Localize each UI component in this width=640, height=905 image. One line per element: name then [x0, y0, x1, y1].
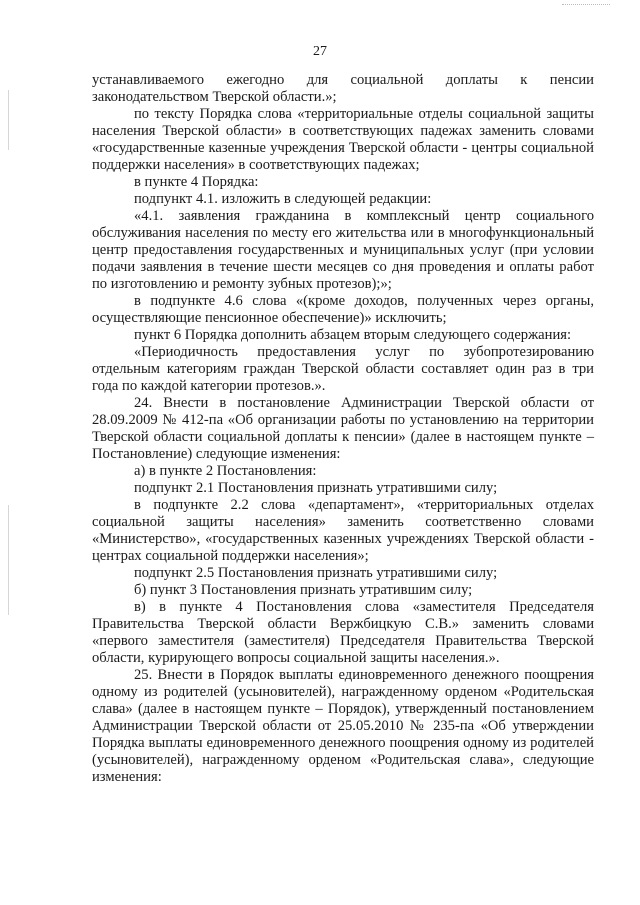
paragraph: 24. Внести в постановление Администрации Тверской области от 28.09.2009 № 412-па «Об организации работы по установлению на территории Тверской области социальной доплаты к пенсии» (далее в настоящем пункте – Постановление) следующие изменения: — [92, 395, 594, 462]
scan-mark — [562, 4, 610, 6]
paragraph: в пункте 4 Порядка: — [134, 174, 259, 190]
scan-margin-line — [8, 90, 9, 150]
paragraph: а) в пункте 2 Постановления: — [134, 463, 317, 479]
page-number: 27 — [313, 44, 327, 59]
paragraph: в) в пункте 4 Постановления слова «заместителя Председателя Правительства Тверской области Вержбицкую С.В.» заменить словами «первого заместителя (заместителя) Председателя Правительства Тверской области, курирующего вопросы социальной защиты населения.». — [92, 599, 594, 666]
document-body — [92, 72, 594, 786]
paragraph: устанавливаемого ежегодно для социальной доплаты к пенсии законодательством Тверской области.»; — [92, 72, 594, 105]
paragraph: пункт 6 Порядка дополнить абзацем вторым следующего содержания: — [134, 327, 572, 343]
paragraph: 25. Внести в Порядок выплаты единовременного денежного поощрения одному из родителей (усыновителей), награжденному орденом «Родительская слава» (далее в настоящем пункте – Порядок), утвержденный постановлением Администрации Тверской области от 25.05.2010 № 235-па «Об утверждении Порядка выплаты единовременного денежного поощрения одному из родителей (усыновителей), награжденному орденом «Родительская слава», следующие изменения: — [92, 667, 594, 785]
paragraph: в подпункте 2.2 слова «департамент», «территориальных отделах социальной защиты населения» заменить соответственно словами «Министерство», «государственных казенных учреждениях Тверской области - центрах социальной поддержки населения»; — [92, 497, 594, 564]
paragraph: подпункт 2.5 Постановления признать утратившими силу; — [134, 565, 498, 581]
paragraph: подпункт 4.1. изложить в следующей редакции: — [134, 191, 432, 207]
paragraph: подпункт 2.1 Постановления признать утратившими силу; — [134, 480, 498, 496]
paragraph: в подпункте 4.6 слова «(кроме доходов, полученных через органы, осуществляющие пенсионное обеспечение)» исключить; — [92, 293, 594, 326]
scan-margin-line — [8, 505, 9, 615]
paragraph: б) пункт 3 Постановления признать утратившим силу; — [134, 582, 473, 598]
paragraph: «4.1. заявления гражданина в комплексный центр социального обслуживания населения по месту его жительства или в многофункциональный центр предоставления государственных и муниципальных услуг (при условии подачи заявления в течение шести месяцев со дня проведения и оплаты работ по изготовлению и ремонту зубных протезов);»; — [92, 208, 594, 292]
paragraph: «Периодичность предоставления услуг по зубопротезированию отдельным категориям граждан Тверской области составляет один раз в три года по каждой категории протезов.». — [92, 344, 594, 394]
paragraph: по тексту Порядка слова «территориальные отделы социальной защиты населения Тверской области» в соответствующих падежах заменить словами «государственные казенные учреждения Тверской области - центры социальной поддержки населения» в соответствующих падежах; — [92, 106, 594, 173]
